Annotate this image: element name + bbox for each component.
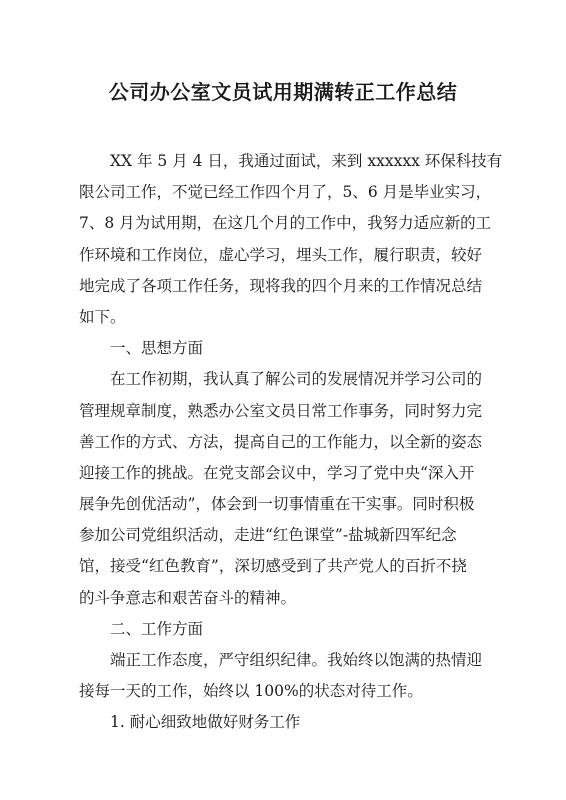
paragraph-line: 地完成了各项工作任务，现将我的四个月来的工作情况总结 (79, 276, 483, 295)
paragraph-line: 馆，接受“红色教育”，深切感受到了共产党人的百折不挠 (79, 557, 467, 576)
paragraph-line: 端正工作态度，严守组织纪律。我始终以饱满的热情迎 (110, 651, 483, 669)
paragraph-line: 参加公司党组织活动，走进“红色课堂”-盐城新四军纪念 (79, 526, 457, 545)
paragraph-line: 如下。 (79, 307, 126, 326)
paragraph-line: 善工作的方式、方法，提高自己的工作能力，以全新的姿态 (79, 432, 483, 451)
paragraph-line: 展争先创优活动”，体会到一切事情重在干实事。同时积极 (79, 495, 475, 514)
paragraph-line: 限公司工作，不觉已经工作四个月了，5、6 月是毕业实习， (79, 183, 492, 202)
section-heading: 一、思想方面 (110, 339, 204, 358)
section-heading: 二、工作方面 (110, 619, 204, 638)
document-body (79, 146, 503, 739)
paragraph-line: 迎接工作的挑战。在党支部会议中，学习了党中央“深入开 (79, 463, 475, 482)
paragraph-line: 管理规章制度，熟悉办公室文员日常工作事务，同时努力完 (79, 401, 483, 420)
paragraph-line: XX 年 5 月 4 日，我通过面试，来到 xxxxxx 环保科技有 (110, 152, 503, 170)
document-title: 公司办公室文员试用期满转正工作总结 (108, 80, 458, 104)
paragraph-line: 的斗争意志和艰苦奋斗的精神。 (79, 588, 297, 607)
paragraph-line: 在工作初期，我认真了解公司的发展情况并学习公司的 (110, 370, 483, 389)
paragraph-line: 接每一天的工作，始终以 100%的状态对待工作。 (79, 682, 423, 701)
section-heading: 1. 耐心细致地做好财务工作 (110, 713, 301, 732)
paragraph-line: 作环境和工作岗位，虚心学习，埋头工作，履行职责，较好 (79, 245, 483, 264)
paragraph-line: 7、8 月为试用期，在这几个月的工作中，我努力适应新的工 (79, 214, 492, 233)
